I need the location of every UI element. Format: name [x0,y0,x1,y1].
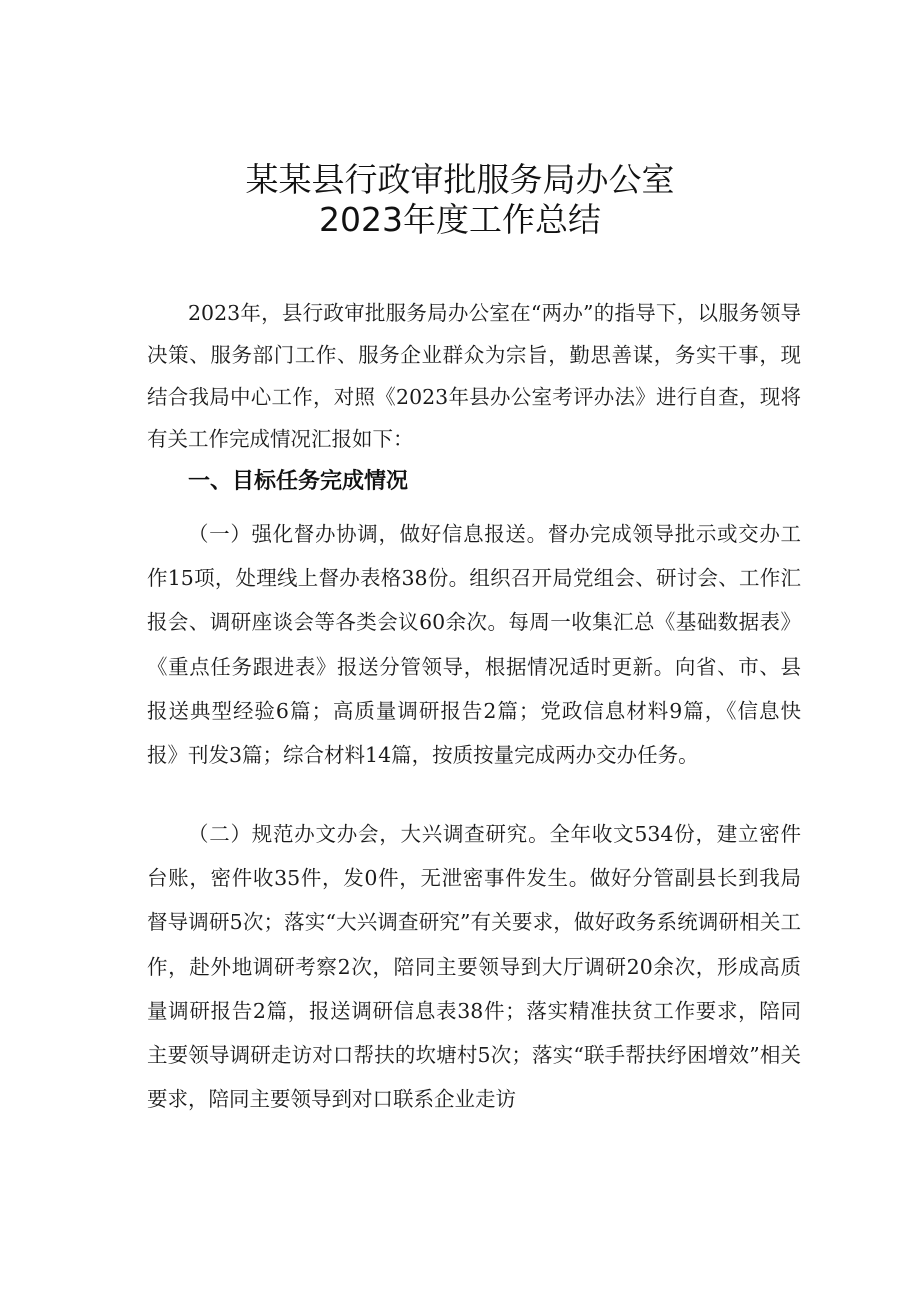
section-heading: 一、目标任务完成情况 [188,469,409,494]
document-title-line-1: 某某县行政审批服务局办公室 [245,160,675,199]
paragraph-research: （二）规范办文办会，大兴调查研究。全年收文534份，建立密件台账，密件收35件，发0件，无泄密事件发生。做好分管副县长到我局督导调研5次；落实“大兴调查研究”有关要求，做好政务系统调研相关工作，赴外地调研考察2次，陪同主要领导到大厅调研20余次，形成高质量调研报告2篇，报送调研信息表38件；落实精准扶贫工作要求，陪同主要领导调研走访对口帮扶的坎塘村5次；落实“联手帮扶纾困增效”相关要求，陪同主要领导到对口联系企业走访 [147,822,801,1112]
intro-paragraph: 2023年，县行政审批服务局办公室在“两办”的指导下，以服务领导决策、服务部门工作、服务企业群众为宗旨，勤思善谋，务实干事，现结合我局中心工作，对照《2023年县办公室考评办法》进行自查，现将有关工作完成情况汇报如下： [147,301,801,451]
document-title-line-2: 2023年度工作总结 [319,200,601,239]
paragraph-supervision: （一）强化督办协调，做好信息报送。督办完成领导批示或交办工作15项，处理线上督办表格38份。组织召开局党组会、研讨会、工作汇报会、调研座谈会等各类会议60余次。每周一收集汇总《基础数据表》《重点任务跟进表》报送分管领导，根据情况适时更新。向省、市、县报送典型经验6篇；高质量调研报告2篇；党政信息材料9篇，《信息快报》刊发3篇；综合材料14篇，按质按量完成两办交办任务。 [147,522,801,768]
